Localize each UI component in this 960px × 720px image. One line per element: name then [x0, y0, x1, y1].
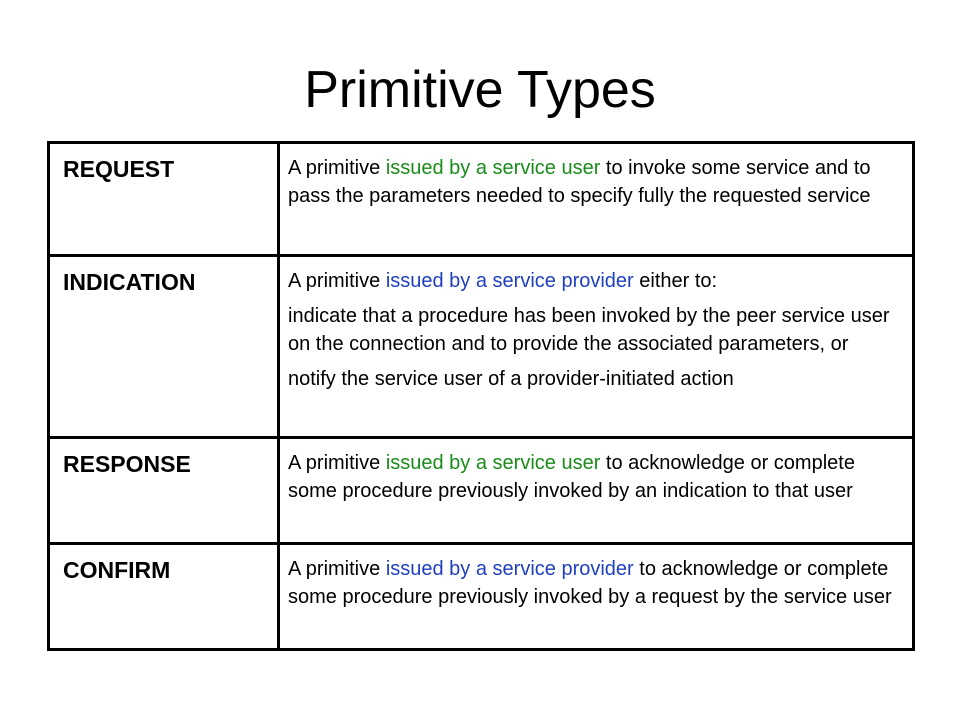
primitive-types-table — [47, 141, 915, 651]
slide-title: Primitive Types — [304, 61, 656, 119]
description-text: to acknowledge or complete some procedure previously invoked by an indication to that user — [288, 452, 855, 502]
primitive-description-indication — [279, 256, 914, 438]
table-row-confirm — [49, 544, 914, 650]
service-provider-highlight: issued by a service provider — [385, 558, 634, 580]
description-text: either to: — [633, 270, 718, 292]
table-row-request — [49, 143, 914, 256]
description-paragraph: notify the service user of a provider-initiated action — [288, 368, 734, 390]
description-paragraph — [288, 555, 906, 611]
description-text: A primitive — [288, 157, 386, 179]
primitive-name-indication: INDICATION — [49, 256, 279, 438]
table-row-response — [49, 438, 914, 544]
primitive-description-response — [279, 438, 914, 544]
primitive-description-confirm — [279, 544, 914, 650]
description-text: A primitive — [288, 558, 386, 580]
primitive-name-confirm: CONFIRM — [49, 544, 279, 650]
service-user-highlight: issued by a service user — [385, 452, 601, 474]
description-paragraph — [288, 449, 906, 505]
service-user-highlight: issued by a service user — [385, 157, 601, 179]
description-paragraph — [288, 154, 906, 210]
description-text: A primitive — [288, 452, 386, 474]
description-paragraph — [288, 267, 906, 295]
service-provider-highlight: issued by a service provider — [385, 270, 634, 292]
table-row-indication — [49, 256, 914, 438]
description-paragraph: indicate that a procedure has been invoked by the peer service user on the connection and to provide the associated parameters, or — [288, 305, 890, 355]
description-text: A primitive — [288, 270, 386, 292]
primitive-description-request — [279, 143, 914, 256]
primitive-name-response: RESPONSE — [49, 438, 279, 544]
primitive-name-request: REQUEST — [49, 143, 279, 256]
description-text: to invoke some service and to pass the parameters needed to specify fully the requested service — [288, 157, 871, 207]
description-text: to acknowledge or complete some procedure previously invoked by a request by the service user — [288, 558, 892, 608]
